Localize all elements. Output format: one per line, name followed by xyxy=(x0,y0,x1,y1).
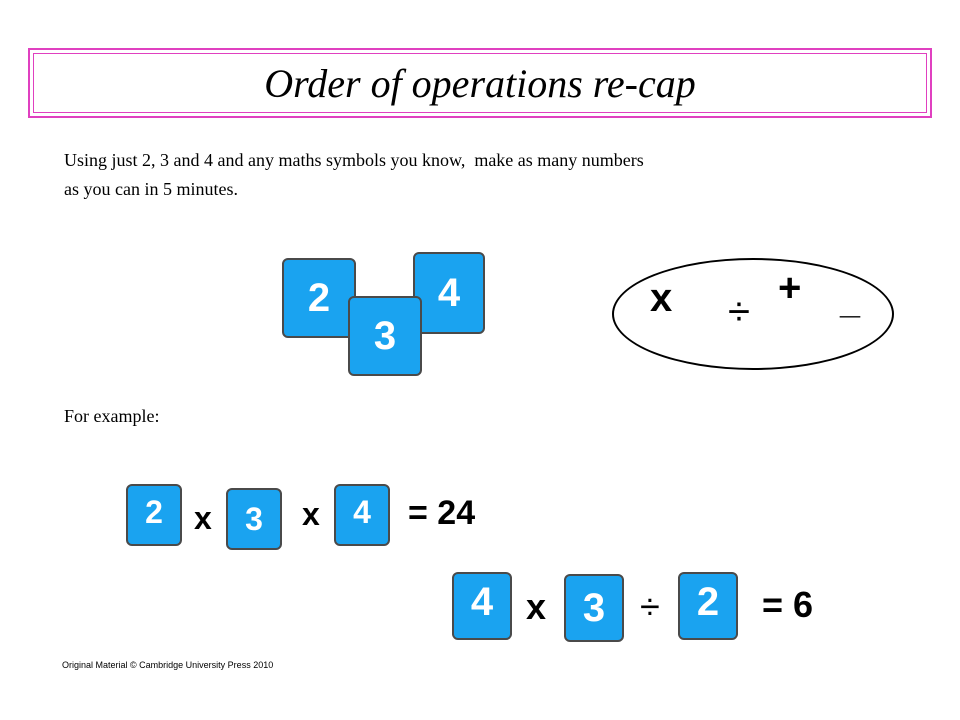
example2-tile-2: 2 xyxy=(678,572,738,640)
example1-tile-2: 2 xyxy=(126,484,182,546)
example1-tile-3: 3 xyxy=(226,488,282,550)
example1-multiply-2: x xyxy=(302,496,320,532)
divide-symbol: ÷ xyxy=(728,290,750,334)
example1-tile-4: 4 xyxy=(334,484,390,546)
instructions-line-1: Using just 2, 3 and 4 and any maths symbols you know, make as many numbers xyxy=(64,150,644,170)
example2-result: = 6 xyxy=(762,584,814,625)
number-tile-4: 4 xyxy=(413,252,485,334)
example2-divide: ÷ xyxy=(640,586,660,627)
number-tile-2: 2 xyxy=(282,258,356,338)
number-tile-3: 3 xyxy=(348,296,422,376)
instructions xyxy=(64,146,884,204)
copyright-footer: Original Material © Cambridge University Press 2010 xyxy=(62,660,274,670)
multiply-symbol: x xyxy=(650,276,673,320)
instructions-line-2: as you can in 5 minutes. xyxy=(64,179,238,199)
example2-tile-4: 4 xyxy=(452,572,512,640)
example1-result: = 24 xyxy=(408,494,476,532)
example1-multiply-1: x xyxy=(194,500,212,536)
example-label: For example: xyxy=(64,406,160,426)
title-box xyxy=(28,48,932,118)
page-title: Order of operations re-cap xyxy=(264,61,696,106)
example2-tile-3: 3 xyxy=(564,574,624,642)
plus-symbol: + xyxy=(778,266,802,310)
example2-multiply: x xyxy=(526,586,547,627)
minus-symbol: _ xyxy=(840,280,861,321)
